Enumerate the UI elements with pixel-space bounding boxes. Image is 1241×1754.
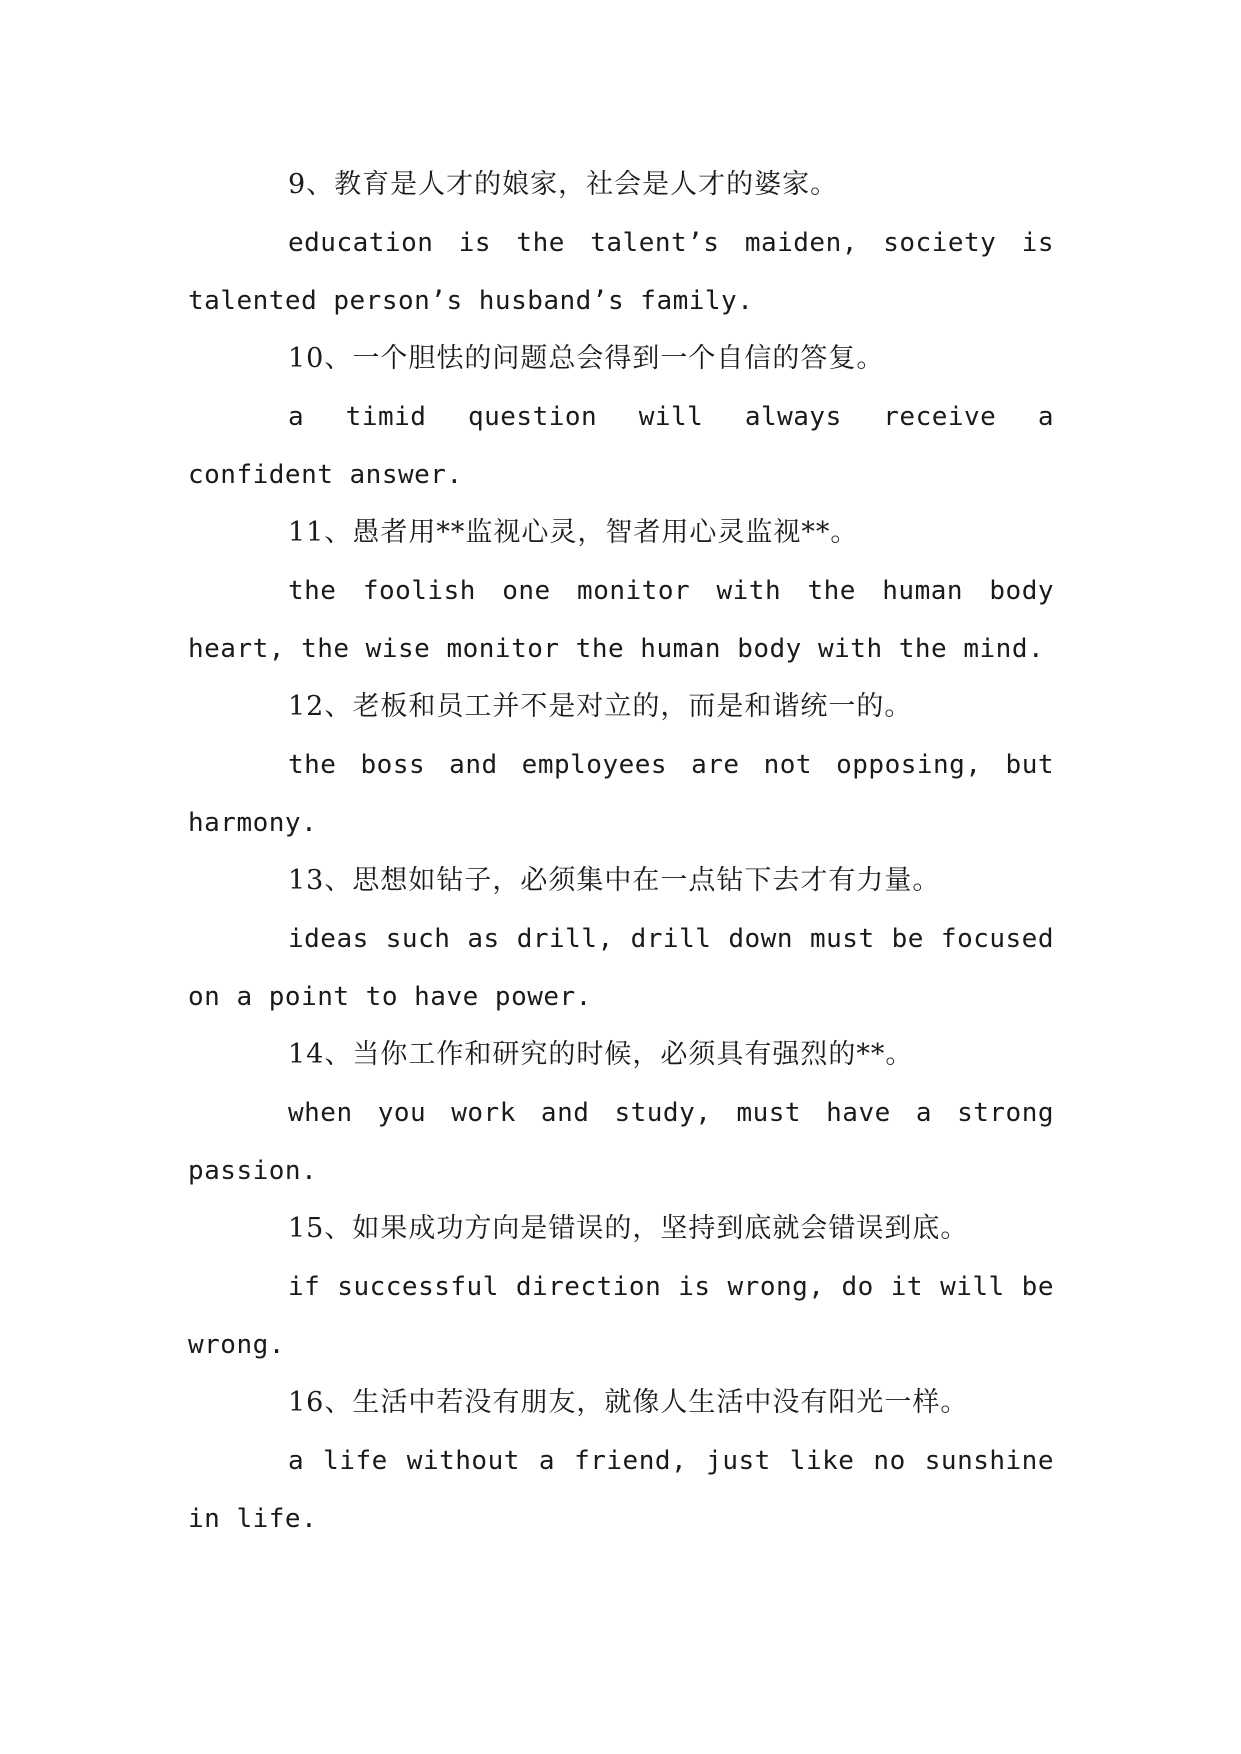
paragraph-quote-9-zh: 9、教育是人才的娘家，社会是人才的婆家。	[288, 169, 839, 200]
paragraph-quote-14-zh: 14、当你工作和研究的时候，必须具有强烈的**。	[288, 1039, 914, 1070]
paragraph-quote-10-en: a timid question will always receive a confident answer.	[188, 402, 1054, 490]
paragraph-quote-11-en: the foolish one monitor with the human body heart, the wise monitor the human body with the mind.	[188, 576, 1054, 664]
paragraph-quote-12-zh: 12、老板和员工并不是对立的，而是和谐统一的。	[288, 691, 913, 722]
paragraph-quote-16-en: a life without a friend, just like no sunshine in life.	[188, 1446, 1054, 1534]
paragraph-quote-13-zh: 13、思想如钻子，必须集中在一点钻下去才有力量。	[288, 865, 941, 896]
paragraph-quote-12-en: the boss and employees are not opposing, but harmony.	[188, 750, 1054, 838]
paragraph-quote-10-zh: 10、一个胆怯的问题总会得到一个自信的答复。	[288, 343, 885, 374]
paragraph-quote-14-en: when you work and study, must have a strong passion.	[188, 1098, 1054, 1186]
paragraph-quote-13-en: ideas such as drill, drill down must be focused on a point to have power.	[188, 924, 1054, 1012]
paragraph-quote-15-zh: 15、如果成功方向是错误的，坚持到底就会错误到底。	[288, 1213, 969, 1244]
paragraph-quote-11-zh: 11、愚者用**监视心灵，智者用心灵监视**。	[288, 517, 859, 548]
paragraph-quote-15-en: if successful direction is wrong, do it will be wrong.	[188, 1272, 1054, 1360]
paragraph-quote-9-en: education is the talent’s maiden, society is talented person’s husband’s family.	[188, 228, 1054, 316]
paragraph-quote-16-zh: 16、生活中若没有朋友，就像人生活中没有阳光一样。	[288, 1387, 969, 1418]
document-body	[188, 156, 1054, 1548]
